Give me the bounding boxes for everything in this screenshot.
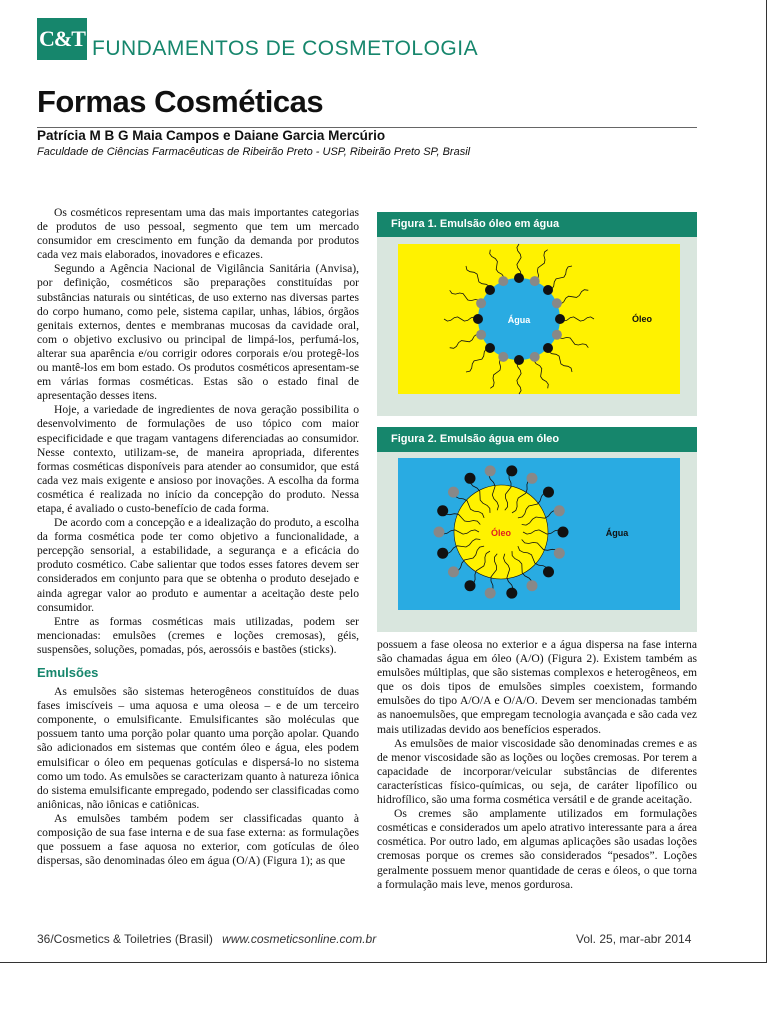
figure-1-caption: Figura 1. Emulsão óleo em água — [377, 212, 697, 237]
emulsifier-head — [530, 352, 540, 362]
emulsifier-head — [543, 343, 553, 353]
emulsifier-head — [558, 527, 569, 538]
emulsifier-head — [527, 473, 538, 484]
emulsifier-head — [530, 276, 540, 286]
figure-1 — [377, 212, 697, 416]
emulsifier-head — [465, 580, 476, 591]
emulsifier-head — [498, 276, 508, 286]
outer-phase-label: Óleo — [631, 314, 653, 324]
paragraph: As emulsões são sistemas heterogêneos constituídos de duas fases imiscíveis – uma aquosa e uma oleosa – e de um terceiro componente, o emulsificante. Emulsificantes são moléculas que possuem tanto uma porção polar quanto uma porção apolar. Quando são adicionados em sistemas que contém óleo e água, eles podem emulsificar o óleo em pequenas gotículas e dispersá-lo no sistema como um todo. As emulsões se caracterizam quanto à natureza iônica do sistema emulsificante empregado, podendo ser classificadas como aniônicas, não iônicas e catiônicas. — [37, 685, 359, 811]
emulsifier-head — [465, 473, 476, 484]
magazine-logo: C&T — [37, 18, 87, 60]
footer-issue: Vol. 25, mar-abr 2014 — [576, 932, 692, 946]
emulsifier-head — [527, 580, 538, 591]
footer-publication: 36/Cosmetics & Toiletries (Brasil) — [37, 932, 213, 946]
emulsifier-head — [555, 314, 565, 324]
emulsifier-head — [485, 588, 496, 599]
oil-in-water-diagram — [398, 237, 680, 397]
emulsifier-head — [554, 505, 565, 516]
emulsifier-head — [514, 355, 524, 365]
right-column — [377, 638, 697, 892]
left-column — [37, 206, 359, 868]
emulsifier-head — [543, 285, 553, 295]
emulsifier-head — [476, 330, 486, 340]
emulsifier-head — [448, 566, 459, 577]
emulsifier-head — [552, 330, 562, 340]
series-title: FUNDAMENTOS DE COSMETOLOGIA — [92, 37, 479, 60]
paragraph: Entre as formas cosméticas mais utilizadas, podem ser mencionadas: emulsões (cremes e loções cremosas), géis, suspensões, soluções, pomadas, pós, aerossóis e bastões (sticks). — [37, 614, 359, 656]
affiliation: Faculdade de Ciências Farmacêuticas de Ribeirão Preto - USP, Ribeirão Preto SP, Brasil — [37, 146, 471, 158]
emulsifier-head — [506, 588, 517, 599]
emulsifier-head — [498, 352, 508, 362]
paragraph: Os cremes são amplamente utilizados em formulações cosméticas e considerados um apelo atrativo interessante para a área cosmética. Por outro lado, em algumas aplicações são usadas loções cremosas porque os cremes são considerados “pesados”. Loções geralmente possuem menor quantidade de ceras e óleos, o que torna a formulação mais leve, menos gordurosa. — [377, 807, 697, 891]
inner-phase-label: Água — [507, 315, 531, 325]
authors: Patrícia M B G Maia Campos e Daiane Garcia Mercúrio — [37, 128, 386, 143]
emulsifier-head — [485, 465, 496, 476]
emulsifier-head — [437, 548, 448, 559]
paragraph: As emulsões também podem ser classificadas quanto à composição de sua fase interna e de sua fase externa: as formulações que possuem a fase aquosa no exterior, com gotículas de óleo dispersas, são denominadas óleo em água (O/A) (Figura 1); as que — [37, 811, 359, 868]
inner-phase-label: Óleo — [490, 528, 512, 538]
emulsifier-head — [476, 298, 486, 308]
paragraph: As emulsões de maior viscosidade são denominadas cremes e as de menor viscosidade são as loções ou loções cremosas. Por terem a capacidade de incorporar/veicular substâncias de diferentes características físico-químicas, ou seja, de caráter lipofílico ou hidrofílico, são uma forma cosmética versátil e de grande aceitação. — [377, 736, 697, 807]
section-heading: Emulsões — [37, 665, 99, 680]
paragraph: Hoje, a variedade de ingredientes de nova geração possibilita o desenvolvimento de formulações de uso tópico com maior especificidade e que tragam vantagens diferenciadas ao consumidor. Nesse contexto, utilizam-se, de maneira apropriada, diferentes formas cosméticas disponíveis para atender ao consumidor, que está cada vez mais exigente e ansioso por inovações. A escolha da forma cosmética é realizada no início da concepção do produto. Nessa etapa, é avaliado o custo-benefício de cada forma. — [37, 403, 359, 515]
emulsifier-head — [485, 285, 495, 295]
emulsifier-head — [437, 505, 448, 516]
emulsifier-head — [543, 487, 554, 498]
emulsifier-head — [514, 273, 524, 283]
figure-2-caption: Figura 2. Emulsão água em óleo — [377, 427, 697, 452]
emulsifier-head — [485, 343, 495, 353]
outer-phase-label: Água — [605, 528, 629, 538]
water-in-oil-diagram — [398, 452, 680, 612]
paragraph: possuem a fase oleosa no exterior e a água dispersa na fase interna são chamadas água em óleo (A/O) (Figura 2). Existem também as emulsões múltiplas, que são sistemas complexos e heterogêneos, em que os dois tipos de emulsões simples coexistem, formando emulsões do tipo A/O/A e O/A/O. Devem ser mencionadas também as nanoemulsões, que empregam tecnologia avançada e são cada vez mais utilizadas devido aos benefícios esperados. — [377, 638, 697, 736]
emulsifier-head — [434, 527, 445, 538]
emulsifier-head — [506, 465, 517, 476]
paragraph: De acordo com a concepção e a idealização do produto, a escolha da forma cosmética pode ter como objetivo a funcionalidade, a percepção sensorial, a estabilidade, a segurança e a eficácia do produto cosmético. Cabe salientar que todos esses fatores devem ser considerados em conjunto para que se obtenha o produto desejado e ainda agregar valor ao produto e aumentar a aceitação deste pelo consumidor. — [37, 516, 359, 614]
paragraph: Os cosméticos representam uma das mais importantes categorias de produtos de uso pessoal, segmento que tem um mercado consumidor em crescimento em função da demanda por produtos cada vez mais elaborados, inovadores e eficazes. — [37, 206, 359, 262]
footer-left — [37, 932, 376, 946]
footer-url[interactable]: www.cosmeticsonline.com.br — [222, 932, 377, 946]
emulsifier-head — [554, 548, 565, 559]
emulsifier-head — [473, 314, 483, 324]
figure-2 — [377, 427, 697, 632]
emulsifier-head — [448, 487, 459, 498]
emulsifier-head — [543, 566, 554, 577]
page-title: Formas Cosméticas — [37, 84, 324, 119]
paragraph: Segundo a Agência Nacional de Vigilância Sanitária (Anvisa), por definição, cosméticos são preparações constituídas por substâncias naturais ou sintéticas, de uso externo nas diversas partes do corpo humano, como pele, sistema capilar, unhas, lábios, órgãos genitais externos, dentes e membranas mucosas da cavidade oral, com o objetivo exclusivo ou principal de limpá-los, perfumá-los, alterar sua aparência e/ou corrigir odores corporais e/ou protegê-los ou mantê-los em bom estado. Os produtos cosméticos apresentam-se em várias formas cosméticas. Estas são o estado final de apresentação desses itens. — [37, 262, 359, 403]
emulsifier-head — [552, 298, 562, 308]
